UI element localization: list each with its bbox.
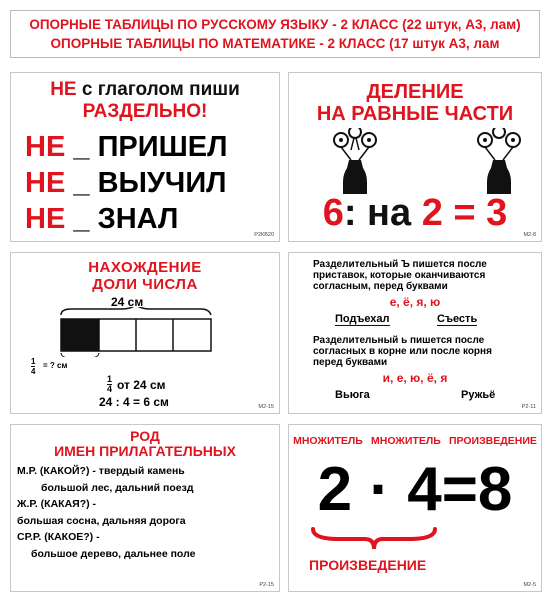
card-ne-title-separately: РАЗДЕЛЬНО! (82, 101, 208, 122)
card-code: М2-15 (258, 404, 274, 410)
neuter-label: СР.Р. (КАКОЕ?) - (17, 531, 100, 543)
fraction-line-1: 1 4 от 24 см (107, 374, 166, 394)
label-product: ПРОИЗВЕДЕНИЕ (448, 435, 537, 447)
separator: _ (73, 167, 90, 199)
separator: _ (73, 131, 90, 163)
title-line-2: НА РАВНЫЕ ЧАСТИ (316, 103, 514, 125)
card-code: Р2-15 (259, 582, 274, 588)
feminine-label: Ж.Р. (КАКАЯ?) - (17, 498, 97, 510)
eq-factor-1: 2 (317, 455, 353, 524)
verb: ВЫУЧИЛ (97, 167, 227, 199)
total-length: 24 см (111, 295, 144, 309)
card-fraction-title (11, 259, 279, 293)
card-code: Р2КВ20 (254, 232, 274, 238)
segment-diagram (51, 307, 231, 357)
division-equation (289, 191, 541, 235)
example-podyehal: Подъехал (335, 313, 390, 325)
title-rest: с глаголом пиши (81, 79, 240, 100)
separator: _ (73, 203, 90, 235)
eq-factor-2: 4 (407, 455, 442, 524)
eq-divisor: 2 (421, 192, 443, 234)
small-unknown: = ? см (43, 361, 68, 370)
title-ne-word: НЕ (50, 79, 77, 100)
neuter-examples: большое дерево, дальнее поле (31, 547, 196, 560)
product-bottom-label: ПРОИЗВЕДЕНИЕ (309, 557, 427, 573)
title-line-1: НАХОЖДЕНИЕ (88, 259, 202, 276)
example-ruzhyo: Ружьё (461, 389, 496, 401)
card-gender-title (11, 429, 279, 459)
example-row (25, 129, 227, 165)
card-division-title (289, 81, 541, 125)
multiplication-equation (289, 455, 541, 525)
card-ne-with-verb[interactable] (10, 72, 280, 242)
header-line-math: ОПОРНЫЕ ТАБЛИЦЫ ПО МАТЕМАТИКЕ - 2 КЛАСС (17 штук А3, лам (50, 36, 500, 51)
card-code: М2-5 (523, 582, 536, 588)
rule-soft-sign: Разделительный ь пишется после согласных в корне или после корня перед буквами (313, 335, 492, 368)
verb: ПРИШЕЛ (97, 131, 228, 163)
fraction-quarter: 1 4 (107, 374, 113, 394)
catalog-header (10, 10, 540, 58)
header-line-russian: ОПОРНЫЕ ТАБЛИЦЫ ПО РУССКОМУ ЯЗЫКУ - 2 КЛАСС (22 штук, А3, лам) (29, 17, 521, 32)
vase-left-icon (334, 128, 376, 194)
eq-dividend: 6 (322, 192, 344, 234)
fraction-line-2: 24 : 4 = 6 см (99, 395, 169, 409)
feminine-examples: большая сосна, дальняя дорога (17, 514, 186, 527)
letters-soft: и, е, ю, ё, я (382, 371, 448, 385)
eq-equals: = (441, 455, 478, 524)
ne-particle: НЕ (25, 131, 66, 163)
vases-illustration (289, 128, 542, 198)
card-ne-examples (25, 129, 227, 237)
card-fraction[interactable] (10, 252, 280, 414)
card-multiplication[interactable] (288, 424, 542, 592)
example-syest: Съесть (437, 313, 478, 325)
eq-colon: : (343, 192, 357, 234)
multiplication-labels (289, 435, 541, 447)
card-adjective-gender[interactable] (10, 424, 280, 592)
example-row (25, 165, 227, 201)
letters-hard: е, ё, я, ю (389, 295, 441, 309)
small-fraction: 1 4 (31, 357, 36, 376)
title-line-2: ДОЛИ ЧИСЛА (92, 276, 198, 293)
eq-product: 8 (477, 455, 513, 524)
label-factor-2: МНОЖИТЕЛЬ (371, 435, 441, 447)
eq-dot: · (369, 455, 390, 524)
title-line-1: РОД (130, 428, 160, 444)
vase-right-icon (478, 128, 520, 194)
title-line-2: ИМЕН ПРИЛАГАТЕЛЬНЫХ (54, 443, 236, 459)
card-code: Р2-11 (521, 404, 536, 410)
masculine-examples: большой лес, дальний поезд (41, 481, 194, 494)
gender-rules (17, 463, 279, 562)
eq-na: на (367, 192, 412, 234)
masculine-line: М.Р. (КАКОЙ?) - твердый камень (17, 465, 185, 477)
card-division[interactable] (288, 72, 542, 242)
brace-icon (309, 525, 439, 553)
card-ne-title (11, 79, 279, 101)
verb: ЗНАЛ (97, 203, 179, 235)
eq-result: 3 (486, 192, 508, 234)
eq-equals: = (453, 192, 476, 234)
ne-particle: НЕ (25, 203, 66, 235)
title-line-1: ДЕЛЕНИЕ (366, 81, 464, 103)
ne-particle: НЕ (25, 167, 66, 199)
example-row (25, 201, 227, 237)
card-code: М2-8 (523, 232, 536, 238)
example-vyuga: Вьюга (335, 389, 370, 401)
card-separating-signs[interactable] (288, 252, 542, 414)
label-factor-1: МНОЖИТЕЛЬ (293, 435, 363, 447)
rule-hard-sign: Разделительный Ъ пишется после приставок, которые оканчиваются согласным, перед буквами (313, 259, 487, 292)
